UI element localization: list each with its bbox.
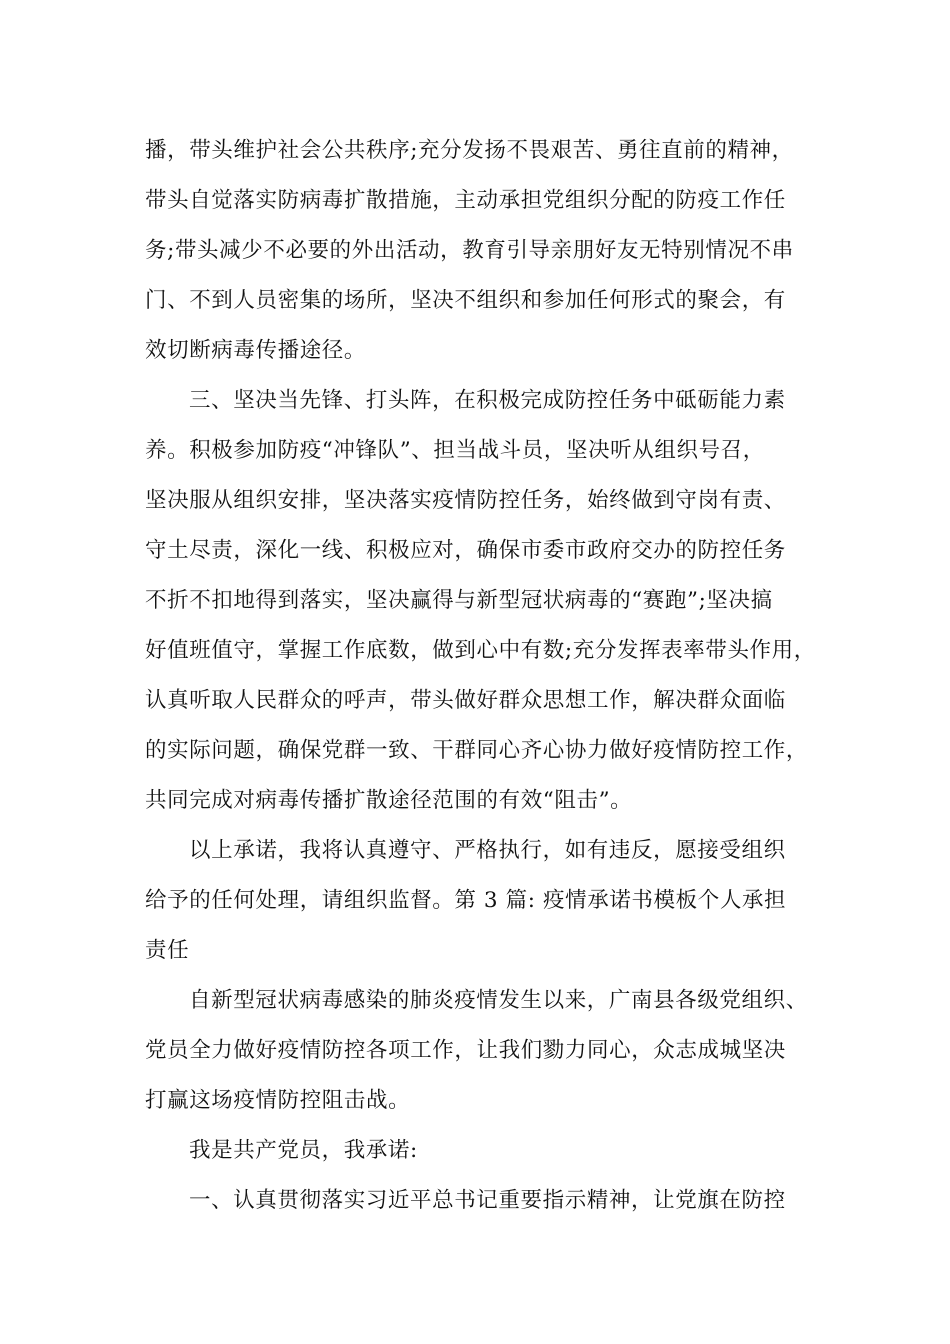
text-line: 好值班值守，掌握工作底数，做到心中有数;充分发挥表率带头作用， [145,638,816,663]
text-line: 守土尽责，深化一线、积极应对，确保市委市政府交办的防控任务 [145,538,786,563]
text-line: 的实际问题，确保党群一致、干群同心齐心协力做好疫情防控工作， [145,738,809,763]
text-line: 带头自觉落实防病毒扩散措施，主动承担党组织分配的防疫工作任 [145,188,786,213]
text-line: 打赢这场疫情防控阻击战。 [145,1088,411,1113]
text-line: 我是共产党员，我承诺: [189,1138,418,1163]
text-line: 务;带头减少不必要的外出活动，教育引导亲朋好友无特别情况不串 [145,238,794,263]
text-line: 责任 [145,938,190,963]
document-body [145,126,816,1226]
text-line: 效切断病毒传播途径。 [145,338,367,363]
text-line: 播，带头维护社会公共秩序;充分发扬不畏艰苦、勇往直前的精神， [145,138,794,163]
text-line: 以上承诺，我将认真遵守、严格执行，如有违反，愿接受组织 [189,838,786,863]
text-line: 门、不到人员密集的场所，坚决不组织和参加任何形式的聚会，有 [145,288,786,313]
text-line: 一、认真贯彻落实习近平总书记重要指示精神，让党旗在防控 [189,1188,786,1213]
text-line: 自新型冠状病毒感染的肺炎疫情发生以来，广南县各级党组织、 [189,988,808,1013]
text-line: 三、坚决当先锋、打头阵，在积极完成防控任务中砥砺能力素 [189,388,786,413]
text-line: 养。积极参加防疫“冲锋队”、担当战斗员，坚决听从组织号召， [145,438,765,463]
text-line: 共同完成对病毒传播扩散途径范围的有效“阻击”。 [145,788,633,813]
text-line: 给予的任何处理，请组织监督。第 3 篇: 疫情承诺书模板个人承担 [145,888,787,913]
text-line: 党员全力做好疫情防控各项工作，让我们勠力同心，众志成城坚决 [145,1038,786,1063]
text-line: 不折不扣地得到落实，坚决赢得与新型冠状病毒的“赛跑”;坚决搞 [145,588,773,613]
text-line: 坚决服从组织安排，坚决落实疫情防控任务，始终做到守岗有责、 [145,488,786,513]
text-line: 认真听取人民群众的呼声，带头做好群众思想工作，解决群众面临 [145,688,786,713]
